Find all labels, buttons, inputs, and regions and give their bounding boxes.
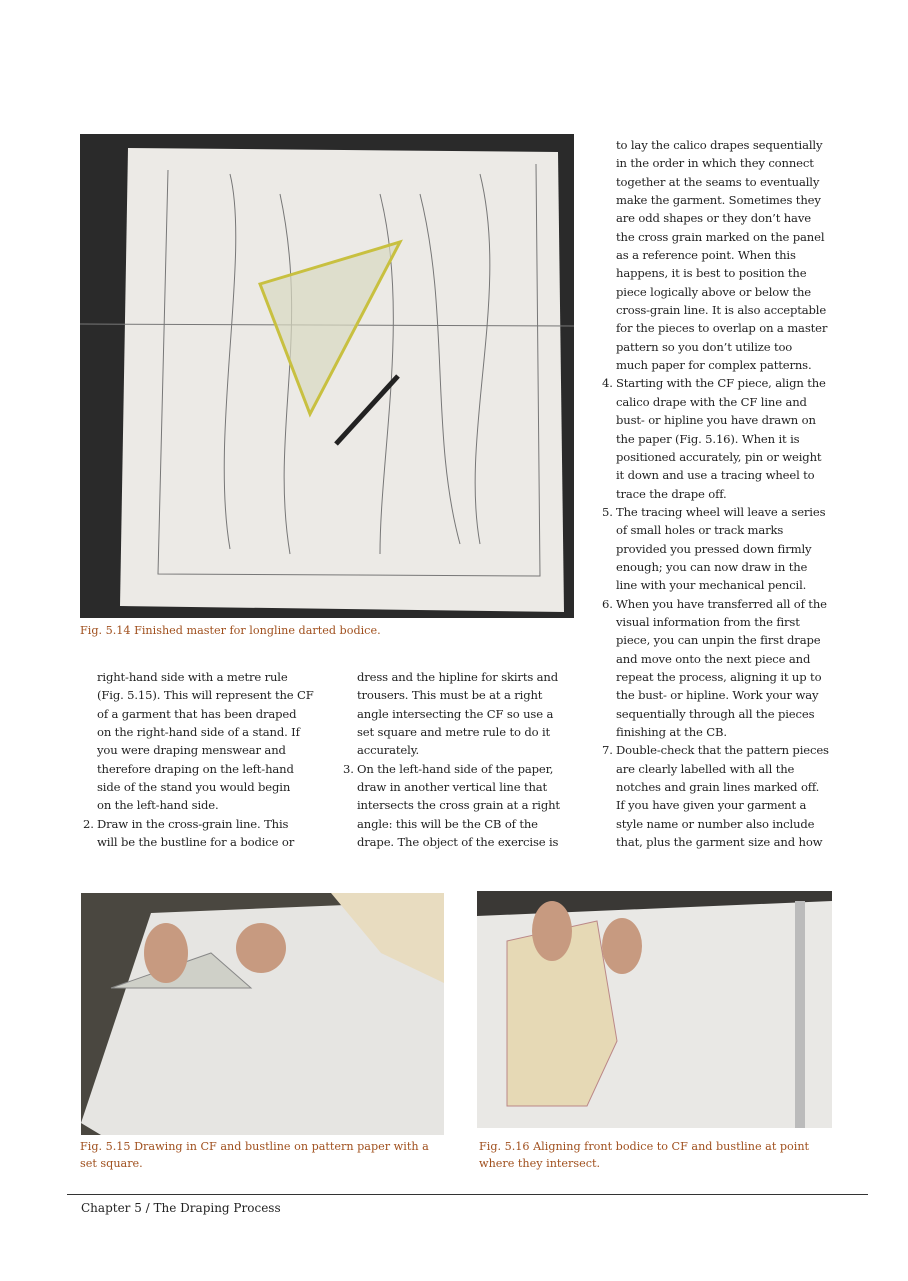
- text-line-content: The tracing wheel will leave a series: [616, 504, 826, 519]
- text-line-content: of small holes or track marks: [616, 523, 784, 538]
- text-line: [616, 686, 829, 704]
- text-line: [616, 631, 829, 649]
- text-line-content: bust- or hipline you have drawn on: [616, 413, 816, 428]
- text-line: [616, 668, 829, 686]
- text-line-content: angle intersecting the CF so use a: [357, 706, 554, 721]
- text-line: [357, 723, 560, 741]
- list-number: 7.: [602, 743, 613, 758]
- text-line: [357, 778, 560, 796]
- text-line: [357, 686, 560, 704]
- text-line-content: set square and metre rule to do it: [357, 725, 551, 740]
- text-line: [616, 209, 829, 227]
- text-line-content: sequentially through all the pieces: [616, 706, 815, 721]
- text-line-content: Starting with the CF piece, align the: [616, 376, 826, 391]
- text-line-content: angle: this will be the CB of the: [357, 816, 538, 831]
- text-line-content: on the right-hand side of a stand. If: [97, 725, 300, 740]
- text-line-content: trace the drape off.: [616, 486, 727, 501]
- footer-chapter-title: Chapter 5 / The Draping Process: [81, 1201, 281, 1215]
- text-line-content: enough; you can now draw in the: [616, 559, 808, 574]
- text-line: [616, 448, 829, 466]
- list-number: 6.: [602, 596, 613, 611]
- text-line: [616, 228, 829, 246]
- text-line: [616, 356, 829, 374]
- text-line: [616, 705, 829, 723]
- text-line-content: calico drape with the CF line and: [616, 394, 807, 409]
- text-line: [616, 613, 829, 631]
- text-line-content: draw in another vertical line that: [357, 780, 548, 795]
- text-line: [602, 595, 829, 613]
- caption-line: set square.: [80, 1157, 143, 1170]
- text-line-content: on the left-hand side.: [97, 798, 219, 813]
- text-line: [97, 760, 314, 778]
- text-line: [616, 173, 829, 191]
- text-line: [616, 521, 829, 539]
- text-line: [602, 741, 829, 759]
- text-column-left: [83, 668, 314, 851]
- list-number: 3.: [343, 761, 354, 776]
- text-line-content: therefore draping on the left-hand: [97, 761, 294, 776]
- text-line-content: accurately.: [357, 743, 420, 758]
- text-line: [357, 668, 560, 686]
- text-line-content: for the pieces to overlap on a master: [616, 321, 828, 336]
- metre-rule: [795, 901, 805, 1128]
- text-line: [97, 686, 314, 704]
- text-line: [616, 411, 829, 429]
- text-line: [97, 833, 314, 851]
- text-line-content: On the left-hand side of the paper,: [357, 761, 554, 776]
- text-line-content: much paper for complex patterns.: [616, 358, 812, 373]
- text-line: [602, 374, 829, 392]
- text-line-content: and move onto the next piece and: [616, 651, 811, 666]
- text-line: [97, 723, 314, 741]
- text-line: [97, 741, 314, 759]
- caption-line: where they intersect.: [479, 1157, 601, 1170]
- text-line: [616, 650, 829, 668]
- text-line: [357, 741, 560, 759]
- text-line-content: piece logically above or below the: [616, 284, 811, 299]
- figure-5-14-photo: [80, 134, 574, 618]
- text-line-content: trousers. This must be at a right: [357, 688, 543, 703]
- text-line-content: make the garment. Sometimes they: [616, 193, 821, 208]
- text-line-content: are clearly labelled with all the: [616, 761, 795, 776]
- figure-5-16-caption: [479, 1138, 809, 1172]
- footer-divider: [67, 1194, 868, 1195]
- text-line: [616, 338, 829, 356]
- text-line-content: as a reference point. When this: [616, 248, 796, 263]
- text-line-content: cross-grain line. It is also acceptable: [616, 303, 827, 318]
- text-line-content: the paper (Fig. 5.16). When it is: [616, 431, 800, 446]
- text-line: [616, 466, 829, 484]
- text-line-content: happens, it is best to position the: [616, 266, 807, 281]
- text-line-content: that, plus the garment size and how: [616, 835, 823, 850]
- text-line: [616, 576, 829, 594]
- text-line: [616, 283, 829, 301]
- text-line-content: dress and the hipline for skirts and: [357, 670, 559, 684]
- text-line-content: together at the seams to eventually: [616, 174, 820, 189]
- figure-5-15-caption: [80, 1138, 429, 1172]
- text-line-content: line with your mechanical pencil.: [616, 578, 807, 593]
- text-line-content: of a garment that has been draped: [97, 706, 297, 721]
- list-number: 2.: [83, 816, 94, 831]
- text-line-content: side of the stand you would begin: [97, 780, 291, 795]
- text-line: [357, 705, 560, 723]
- text-line: [357, 796, 560, 814]
- text-line-content: notches and grain lines marked off.: [616, 780, 820, 795]
- text-line: [616, 778, 829, 796]
- text-line: [616, 393, 829, 411]
- list-number: 4.: [602, 376, 613, 391]
- text-line: [616, 540, 829, 558]
- text-line: [616, 485, 829, 503]
- text-line: [616, 191, 829, 209]
- text-line-content: are odd shapes or they don’t have: [616, 211, 811, 226]
- text-column-middle: [343, 668, 560, 851]
- text-line-content: Double-check that the pattern pieces: [616, 743, 829, 758]
- list-number: 5.: [602, 504, 613, 519]
- text-line: [616, 723, 829, 741]
- text-line: [616, 319, 829, 337]
- text-line-content: intersects the cross grain at a right: [357, 798, 560, 813]
- text-line-content: provided you pressed down firmly: [616, 541, 812, 556]
- text-line-content: Draw in the cross-grain line. This: [97, 816, 289, 831]
- text-line-content: visual information from the first: [616, 614, 800, 629]
- text-line: [616, 301, 829, 319]
- text-line: [616, 558, 829, 576]
- text-line-content: When you have transferred all of the: [616, 596, 827, 611]
- text-line-content: positioned accurately, pin or weight: [616, 449, 822, 464]
- text-line: [616, 430, 829, 448]
- text-line: [602, 503, 829, 521]
- figure-5-16-photo: [477, 891, 832, 1128]
- text-line-content: piece, you can unpin the first drape: [616, 633, 821, 648]
- text-line: [616, 246, 829, 264]
- text-line: [83, 815, 314, 833]
- text-line: [616, 760, 829, 778]
- text-line: [97, 668, 314, 686]
- text-line: [343, 760, 560, 778]
- text-line-content: right-hand side with a metre rule: [97, 670, 288, 684]
- caption-line: Fig. 5.15 Drawing in CF and bustline on pattern paper with a: [80, 1140, 429, 1153]
- text-line: [97, 705, 314, 723]
- text-column-right: [602, 136, 829, 851]
- text-line-content: to lay the calico drapes sequentially: [616, 138, 823, 152]
- figure-5-14-caption: Fig. 5.14 Finished master for longline darted bodice.: [80, 624, 381, 637]
- text-line: [616, 264, 829, 282]
- text-line: [616, 154, 829, 172]
- text-line-content: the cross grain marked on the panel: [616, 229, 825, 244]
- caption-line: Fig. 5.16 Aligning front bodice to CF and bustline at point: [479, 1140, 810, 1153]
- text-line-content: pattern so you don’t utilize too: [616, 339, 793, 354]
- text-line-content: (Fig. 5.15). This will represent the CF: [97, 688, 314, 703]
- text-line-content: you were draping menswear and: [97, 743, 286, 758]
- text-line-content: finishing at the CB.: [616, 725, 727, 739]
- text-line: [616, 796, 829, 814]
- text-line-content: If you have given your garment a: [616, 798, 807, 813]
- text-line: [97, 796, 314, 814]
- master-pattern-image: [80, 134, 574, 618]
- text-line-content: will be the bustline for a bodice or: [97, 835, 295, 850]
- text-line-content: repeat the process, aligning it up to: [616, 669, 822, 684]
- text-line: [357, 833, 560, 851]
- text-line: [357, 815, 560, 833]
- text-line-content: in the order in which they connect: [616, 156, 814, 171]
- text-line: [616, 815, 829, 833]
- figure-5-15-photo: [81, 893, 444, 1135]
- text-line: [616, 136, 829, 154]
- text-line: [616, 833, 829, 851]
- text-line-content: drape. The object of the exercise is: [357, 835, 559, 850]
- text-line-content: the bust- or hipline. Work your way: [616, 688, 819, 703]
- text-line-content: it down and use a tracing wheel to: [616, 468, 815, 483]
- text-line: [97, 778, 314, 796]
- text-line-content: style name or number also include: [616, 816, 815, 831]
